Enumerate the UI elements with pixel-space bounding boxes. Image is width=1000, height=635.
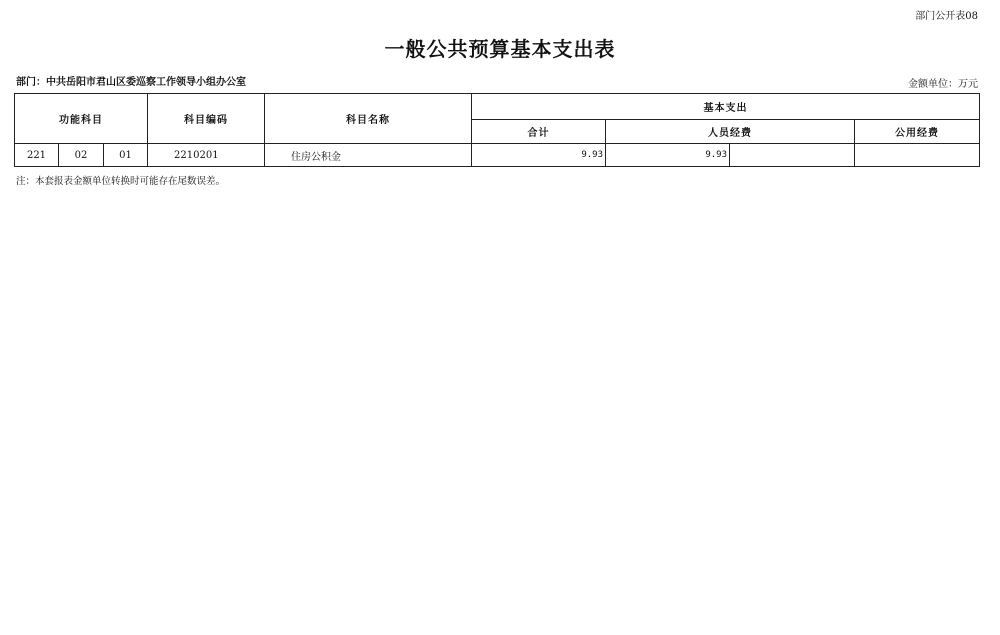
cell-name: 住房公积金 — [265, 144, 472, 167]
cell-personnel-b — [730, 144, 855, 167]
header-subject-name: 科目名称 — [265, 94, 472, 144]
department-label: 部门：中共岳阳市君山区委巡察工作领导小组办公室 — [16, 77, 246, 88]
header-subject-code: 科目编码 — [148, 94, 265, 144]
table-row — [15, 144, 980, 167]
cell-personnel-a: 9.93 — [606, 144, 730, 167]
budget-table — [14, 93, 980, 167]
header-total: 合计 — [472, 120, 606, 144]
amount-unit-label: 金额单位：万元 — [908, 79, 978, 90]
header-personnel: 人员经费 — [606, 120, 855, 144]
form-number: 部门公开表08 — [915, 11, 978, 22]
header-public: 公用经费 — [855, 120, 980, 144]
footnote: 注：本套报表金额单位转换时可能存在尾数误差。 — [16, 176, 226, 187]
cell-sub: 01 — [104, 144, 148, 167]
cell-class: 221 — [15, 144, 59, 167]
header-basic-expenditure: 基本支出 — [472, 94, 980, 120]
header-function-subject: 功能科目 — [15, 94, 148, 144]
cell-item: 02 — [59, 144, 104, 167]
cell-public — [855, 144, 980, 167]
cell-code: 2210201 — [148, 144, 265, 167]
cell-total: 9.93 — [472, 144, 606, 167]
table-header-row-1 — [15, 94, 980, 120]
page-title: 一般公共预算基本支出表 — [384, 37, 616, 61]
